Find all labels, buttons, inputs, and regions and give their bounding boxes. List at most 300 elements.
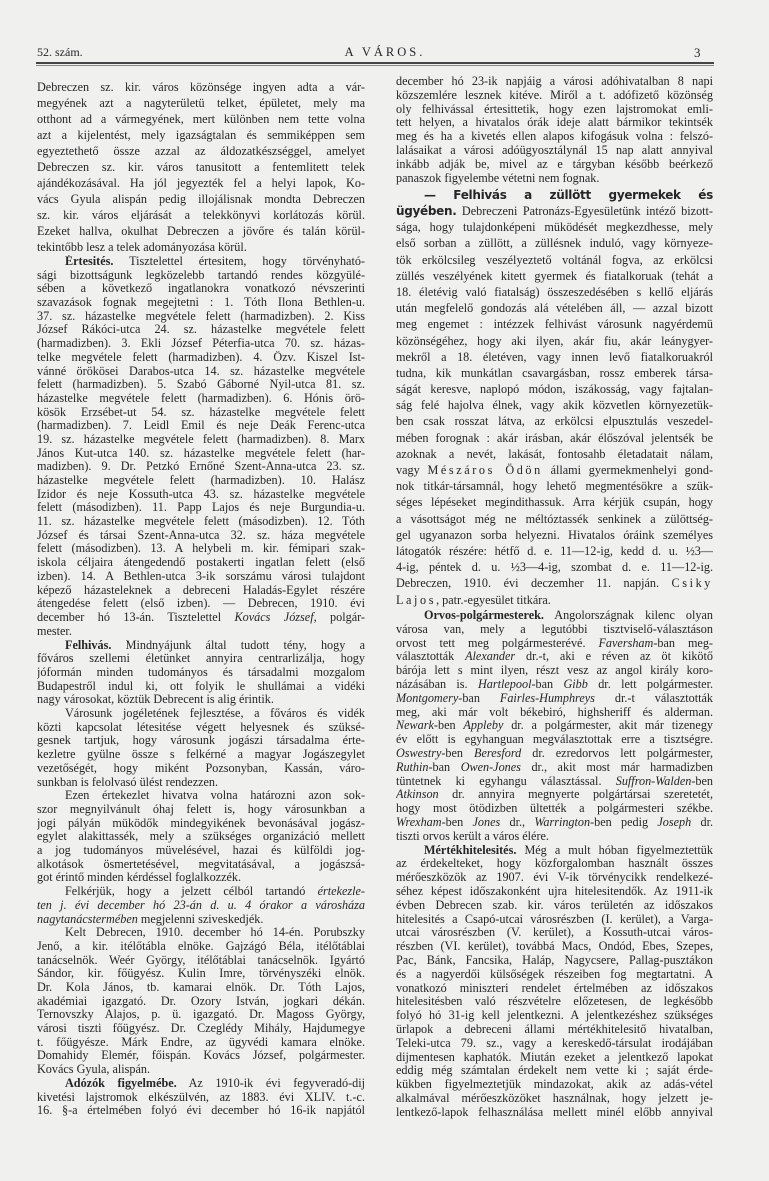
text-run: vezetőségét, hogy miként Pozsonyban, Kassán, váro-: [37, 761, 365, 775]
italic-text: Owen-Jones: [460, 760, 521, 774]
text-run: sében a következő ingatlanokra vonatkozó névszerinti: [37, 282, 365, 296]
text-line: [37, 365, 365, 379]
text-run: tekintőbb lesz a telek adományozása körül.: [37, 240, 247, 254]
italic-text: Jones: [472, 815, 501, 829]
text-line: [396, 219, 713, 235]
text-line: [37, 748, 365, 762]
text-run: -ban: [531, 677, 564, 691]
text-run: 11. sz. házastelke megvétele felett (másodizben). 12. Tóth: [37, 515, 365, 529]
text-line: [396, 678, 713, 692]
text-run: egylet alakittassék, mely a szükséges organizáció mellett: [37, 830, 365, 844]
text-line: [396, 899, 713, 913]
text-line: [37, 433, 365, 447]
article-headline: ügyében.: [396, 204, 457, 218]
text-run: -ban: [428, 760, 461, 774]
text-line: [396, 871, 713, 885]
text-run: -ben: [433, 719, 464, 733]
text-line: [396, 130, 713, 144]
text-line: [37, 967, 365, 981]
text-line: [37, 1077, 365, 1091]
text-line: [37, 310, 365, 324]
italic-text: nagytanácstermében: [37, 912, 138, 926]
text-run: és a nagyerdői külsőségek részeiben fog megtartatni. A: [396, 967, 713, 981]
text-line: [37, 296, 365, 310]
text-line: [396, 1106, 713, 1120]
text-run: hitelesités a Csapó-utcai városrészben (I. kerület), a Varga-: [396, 912, 713, 926]
text-line: [396, 103, 713, 117]
text-run: évben Debrecen szab. kir. város területén az időszakos: [396, 898, 713, 912]
text-run: Kovács Gyula, alispán.: [37, 1063, 151, 1077]
article-paragraph: [396, 188, 713, 203]
text-run: városi tiszti főügyész. Dr. Czeglédy Mihály, Hajdumegye: [37, 1022, 365, 1036]
text-line: [37, 1063, 365, 1077]
italic-text: értekezle-: [317, 885, 365, 899]
text-line: [396, 75, 713, 89]
text-line: [37, 789, 365, 803]
text-run: közönségéhez, hogy aki ilyen, akár fiu, akár leánygyer-: [396, 333, 713, 348]
text-run: utcai városrészben (V. kerület), a Kossuth-utcai város-: [396, 926, 713, 940]
text-run: ság felé hajolva élnek, vagy akik közvetlen környezetük-: [396, 398, 713, 413]
italic-text: Faversham: [598, 636, 654, 650]
italic-text: Oswestry: [396, 746, 442, 760]
text-run: József Rákóci-utca 24. sz. házastelke megvétele felett: [37, 323, 365, 337]
text-line: [396, 788, 713, 802]
text-line: [37, 488, 365, 502]
text-run: tett helyen, a hivatalos órák ideje alatt bármikor tekintsék: [396, 116, 713, 130]
text-line: [37, 1008, 365, 1022]
text-line: [37, 926, 365, 940]
section-heading: Orvos-polgármesterek.: [424, 609, 544, 622]
text-run: kezletre gyülne össze s felkérné a magyar Jogászegylet: [37, 748, 365, 762]
text-run: Angolországnak kilenc olyan: [543, 609, 713, 622]
text-run: ságát keresve, naplopó módon, iszákosság, vagy fajtalan-: [396, 382, 713, 397]
text-run: , patr.-egyesület titkára.: [436, 592, 551, 607]
text-line: [37, 611, 365, 625]
text-run: házastelke megvétele felett (harmadizben). 6. Hónis örö-: [37, 391, 365, 405]
text-line: [37, 239, 365, 255]
italic-text: ten j. évi december hó 23-án d. u. 4 órakor a városháza: [37, 898, 365, 912]
text-run: hitelesitésben való részvételre előzetesen, de legkésőbb: [396, 995, 713, 1009]
text-run: a vásottságot még ne méltóztassék senkinek a zülöttség-: [396, 511, 713, 526]
text-line: [37, 501, 365, 515]
text-line: [396, 172, 713, 186]
text-line: [396, 333, 713, 349]
text-run: felett (másodizben). 13. A helybeli m. kir. fémipari szak-: [37, 542, 365, 556]
article-headline: — Felhivás a züllött gyermekek és: [424, 188, 713, 202]
text-run: got érintő minden kérdéssel foglalkozzék.: [37, 871, 242, 885]
text-run: sága, hogy tulajdonképeni müködését megkezdhesse, mely: [396, 220, 713, 235]
text-run: séges lépéseket megindithassuk. Arra kérjük csupán, hogy: [396, 495, 713, 510]
text-line: [37, 871, 365, 885]
text-run: t. főügyésze. Márk Endre, az ügyvédi kamara elnöke.: [37, 1035, 365, 1049]
text-line: [396, 1092, 713, 1106]
text-run: Debreczen sz. kir. város közönsége ingyen adta a vár-: [37, 80, 365, 94]
text-run: Izidor és neje Kossuth-utca 43. sz. házastelke megvétele: [37, 487, 365, 501]
text-line: [37, 351, 365, 365]
spaced-name: Csiky: [671, 576, 713, 591]
text-run: kükben figyelmeztetjük mindazokat, akik az adás-vétel: [396, 1078, 713, 1092]
text-run: mester.: [37, 624, 72, 638]
text-line: [396, 494, 713, 510]
text-run: mérőeszközök az 1907. évi V-ik törvénycikk rendelkezé-: [396, 871, 713, 885]
text-line: [396, 761, 713, 775]
text-line: [37, 515, 365, 529]
article-paragraph: [396, 75, 713, 185]
text-run: telke megvétele felett (harmadizben). 4. Özv. Kiszel Ist-: [37, 350, 365, 364]
text-run: akadémiai igazgató. Dr. Ozory István, jogkari dékán.: [37, 994, 365, 1008]
text-line: [37, 707, 365, 721]
text-line: [37, 529, 365, 543]
text-line: [37, 1036, 365, 1050]
text-line: [37, 207, 365, 223]
text-run: az érdekelteket, hogy közforgalomban használt összes: [396, 857, 713, 871]
text-line: [396, 995, 713, 1009]
text-run: megjelenni sziveskedjék.: [137, 912, 264, 926]
article-paragraph: [37, 255, 365, 638]
text-run: Városunk jogéletének fejlesztése, a főváros és vidék: [65, 707, 365, 721]
text-run: vács Gyula alispán pedig illojálisnak mondta Debreczen: [37, 192, 365, 206]
text-run: hogy most ötödizben ültették a polgármesteri székbe.: [396, 802, 713, 816]
text-line: [396, 446, 713, 462]
text-line: [37, 255, 365, 269]
text-run: -ben: [441, 815, 473, 829]
italic-text: Kovács József: [234, 610, 314, 624]
text-run: Domahidy Elemér, főispán. Kovács József, polgármester.: [37, 1049, 365, 1063]
text-run: után megfelelő gondozás alá vételében áll, — azzal bizott: [396, 301, 713, 316]
text-run: gel ugyanazon sorba helyezni. Hivatalos óráink személyes: [396, 527, 713, 542]
article-paragraph: [37, 639, 365, 707]
text-line: [396, 830, 713, 844]
italic-text: Fairles-Humphreys: [499, 691, 595, 705]
text-run: tök erkölcsileg veszélyeztető voltánál fogva, az erkölcsi: [396, 252, 713, 267]
text-line: [396, 982, 713, 996]
text-run: nok titkár-társamnál, hogy lehető megmentésökre a szük-: [396, 479, 713, 494]
text-line: [396, 926, 713, 940]
text-line: [396, 650, 713, 664]
text-run: ben csak rosszat látva, az erkölcsi elpusztulás veszedel-: [396, 414, 713, 429]
text-run: Ezen értekezlet hivatva volna határozni azon sok-: [65, 789, 365, 803]
text-line: [396, 913, 713, 927]
text-line: [37, 844, 365, 858]
text-run: dr. annyira megnyerte polgártársai szeretetét,: [438, 788, 713, 802]
text-run: -ban meg-: [653, 636, 713, 650]
text-line: [37, 1022, 365, 1036]
text-run: séhez képest időszakonként ujra hitelesitendők. Az 1911-ik: [396, 884, 713, 898]
text-line: [37, 282, 365, 296]
text-line: [396, 188, 713, 203]
text-run: Jenő, a kir. itélőtábla elnöke. Gajzágó Béla, itélőtáblai: [37, 939, 365, 953]
text-line: [396, 144, 713, 158]
text-line: [37, 666, 365, 680]
text-run: inkább adják be, mivel az e tárgyban később beérkező: [396, 157, 713, 171]
text-line: [396, 637, 713, 651]
italic-text: Wrexham: [396, 815, 442, 829]
text-line: [37, 175, 365, 191]
italic-text: Warrington: [534, 815, 591, 829]
text-run: , polgár-: [313, 610, 365, 624]
text-run: Ternovszky Alajos, p. ü. igazgató. Dr. Magoss György,: [37, 1008, 365, 1022]
text-run: -ben pedig: [590, 815, 658, 829]
text-run: Mindnyájunk által tudott tény, hogy a: [111, 638, 365, 652]
text-run: eddig még számtalan érdekelt nem vette ki ; saját érde-: [396, 1064, 713, 1078]
text-run: sági bizottságunk legközelebb tartandó rendes közgyülé-: [37, 268, 365, 282]
text-line: [37, 885, 365, 899]
text-line: [396, 592, 713, 608]
spaced-name: Lajos: [396, 592, 437, 607]
text-line: [37, 460, 365, 474]
italic-text: Newark: [396, 719, 434, 733]
text-line: [396, 284, 713, 300]
text-line: [37, 776, 365, 790]
header-rule: [36, 62, 714, 64]
text-line: [37, 1091, 365, 1105]
text-run: lentkező-lapok felhasználása mellett minél előbb annyival: [396, 1105, 713, 1119]
italic-text: Joseph: [657, 815, 692, 829]
text-line: [37, 570, 365, 584]
text-line: [396, 1064, 713, 1078]
text-line: [396, 692, 713, 706]
text-line: [37, 269, 365, 283]
text-run: szavazások fognak megejtetni : 1. Tóth Ilona Bethlen-u.: [37, 296, 365, 310]
text-run: dijmentesen kaphatók. Miután ezeket a jelentkező lapokat: [396, 1050, 713, 1064]
text-line: [396, 816, 713, 830]
text-run: (harmadizben). 3. Ekli József Péterfia-utca 70. sz. házas-: [37, 337, 365, 351]
text-line: [37, 639, 365, 653]
text-run: János Kut-utca 140. sz. házastelke megvétele felett (har-: [37, 446, 365, 460]
text-line: [396, 397, 713, 413]
text-line: [37, 597, 365, 611]
text-run: mében forognak : akár irásban, akár élőszóval jelentsék be: [396, 430, 713, 445]
italic-text: Beresford: [474, 746, 522, 760]
text-run: tudna, kik munkátlan csavargásban, rossz emberek társa-: [396, 365, 713, 380]
text-line: [37, 447, 365, 461]
section-heading: Értesités.: [65, 255, 114, 268]
italic-text: Montgomery: [396, 691, 459, 705]
issue-number: 52. szám.: [37, 45, 83, 59]
text-run: madizben). 9. Dr. Petzkó Ernőné Szent-Anna-utca 23. sz.: [37, 460, 365, 474]
text-line: [396, 559, 713, 575]
text-line: [396, 203, 713, 219]
text-run: otthont ad a vármegyének, mert különben nem tette volna: [37, 112, 365, 126]
text-line: [37, 337, 365, 351]
text-run: Még a mult hóban figyelmeztettük: [516, 843, 713, 857]
text-run: Ezeket hallva, okulhat Debreczen a jövőre és talán körül-: [37, 224, 365, 238]
italic-text: Ruthin: [396, 760, 429, 774]
text-run: dr.-t, aki e réven az öt kikötő: [515, 650, 713, 664]
text-line: [396, 802, 713, 816]
text-run: vagy: [396, 463, 428, 477]
text-line: [396, 89, 713, 103]
text-line: [37, 111, 365, 127]
text-line: [396, 268, 713, 284]
text-run: -ben: [691, 774, 713, 788]
text-line: [396, 300, 713, 316]
text-run: megyének azt a nagyterületü telket, épületet, mely ma: [37, 96, 365, 110]
text-line: [37, 762, 365, 776]
text-run: iskola céljaira átengedendő postakerti ingatlan felett (első: [37, 556, 365, 570]
text-run: bárója lett s mint ilyen, részt vesz az angol király koro-: [396, 664, 713, 678]
text-run: züllés veszélyének kitett gyermek és fiatalkoruak (tehát a: [396, 268, 713, 283]
text-run: folyó hó 31-ig kell jelentkezni. A jelentkezéshez szükséges: [396, 1009, 713, 1023]
text-run: Teleki-utca 79. sz., vagy a kereskedő-társulat irodájában: [396, 1036, 713, 1050]
text-run: közti kapcsolat létesitése végett helyesnek és szüksé-: [37, 720, 365, 734]
text-run: meg engemet : intézzek felhivást városunk nagyérdemü: [396, 317, 713, 332]
text-run: átengedése felett (első izben). — Debrecen, 1910. évi: [37, 597, 365, 611]
text-line: [396, 1051, 713, 1065]
text-line: [396, 885, 713, 899]
italic-text: Suffron-Walden: [615, 774, 692, 788]
text-run: sz. kir. város eljárását a telekkönyvi korlátozás körül.: [37, 208, 365, 222]
text-run: orvost tett meg polgármesterévé.: [396, 636, 599, 650]
text-run: felett (másodizben). 11. Papp Lajos és neje Burgundia-u.: [37, 501, 365, 515]
text-run: kösök Erzsébet-ut 54. sz. házastelke megvétele felett: [37, 405, 365, 419]
text-run: (harmadizben). 7. Leidl Emil és neje Deák Ferenc-utca: [37, 419, 365, 433]
article-paragraph: [37, 1077, 365, 1118]
text-line: [396, 365, 713, 381]
text-run: oly felhivással értesittetik, hogy ezen lajstromokat emli-: [396, 102, 713, 116]
text-line: [37, 159, 365, 175]
text-run: házastelke megvétele felett (harmadizben). 10. Halász: [37, 474, 365, 487]
text-run: 37. sz. házastelke megvétele felett (harmadizben). 2. Kiss: [37, 309, 365, 323]
text-line: [37, 652, 365, 666]
section-heading: Adózók figyelmébe.: [65, 1077, 177, 1090]
text-run: látogatók részére: hétfő d. e. 11—12-ig, kedd d. u. ½3—: [396, 543, 713, 558]
text-run: december hó 13-án. Tisztelettel: [37, 610, 235, 624]
text-run: Pac, Bánk, Fancsika, Haláp, Nagycsere, Pallag-pusztákon: [396, 953, 713, 967]
text-line: [396, 381, 713, 397]
article-paragraph: [37, 79, 365, 255]
text-run: Debreczeni Patronázs-Egyesületünk intéző bizott-: [456, 204, 713, 218]
text-run: tanácselnök. Weér György, itélőtáblai tanácselnök. Igyártó: [37, 953, 365, 967]
text-line: [37, 721, 365, 735]
text-run: József és társai Szent-Anna-utca 32. sz. háza megvétele: [37, 528, 365, 542]
text-run: alkalmával mérőeszközöket használnak, hogy jelzett je-: [396, 1091, 713, 1105]
text-run: Budapestről indul ki, ott folyik le shullámai a vidéki: [37, 679, 365, 693]
text-line: [396, 235, 713, 251]
text-run: felett (harmadizben). 5. Szabó Gáborné Nyil-utca 81. sz.: [37, 378, 365, 392]
newspaper-title: A VÁROS.: [344, 45, 426, 59]
text-line: [37, 392, 365, 406]
text-line: [37, 858, 365, 872]
text-run: meg, aki már volt békebiró, highsheriff és alderman.: [396, 705, 713, 719]
text-run: dr.: [691, 815, 713, 829]
section-heading: Mértékhitelesités.: [424, 843, 517, 857]
italic-text: Alexander: [465, 650, 516, 664]
text-line: [37, 191, 365, 207]
page-number: 3: [694, 45, 701, 60]
text-run: lalásaikat a városi adóügyosztálynál 15 nap alatt annyival: [396, 143, 713, 157]
text-line: [396, 775, 713, 789]
text-line: [396, 413, 713, 429]
text-line: [37, 1104, 365, 1118]
text-run: ajándékozásával. Ha jól jegyezték fel a helyi lapok, Ko-: [37, 176, 365, 190]
text-run: meg és ha a kivetés ellen alapos kifogásuk volna : felszó-: [396, 130, 713, 144]
text-run: azoknak a nevét, lakását, fontosahb életadatait nálam,: [396, 446, 713, 461]
text-line: [37, 625, 365, 639]
text-line: [396, 844, 713, 858]
text-run: -ban: [458, 691, 500, 705]
text-run: Dr. Kola János, tb. kamarai elnök. Dr. Tóth Lajos,: [37, 981, 365, 995]
text-run: Debreczen, 1910. évi deczemher 11. napján.: [396, 576, 672, 591]
text-run: első sorban a züllött, a züllésnek induló, vagy környeze-: [396, 236, 713, 251]
text-run: ürlapok a debreceni állami mértékhitelesitő hivatalban,: [396, 1022, 713, 1036]
text-line: [396, 1078, 713, 1092]
text-line: [396, 252, 713, 268]
text-run: vonatkozó miniszteri rendelet értelmében az időszakos: [396, 981, 713, 995]
text-line: [396, 940, 713, 954]
text-run: 18. életévig való fiatalság) összeszedésében s kellő eljárás: [396, 284, 713, 299]
text-line: [37, 143, 365, 159]
italic-text: Atkinson: [396, 788, 439, 802]
text-line: [396, 462, 713, 478]
text-run: év előtt is egyhanguan megválasztottak erre a tisztségre.: [396, 733, 713, 747]
text-run: a jog tudományos müvelésével, hazai és külföldi jog-: [37, 844, 365, 858]
text-run: főváros szellemi életünket annyira centrarlizálja, hogy: [37, 652, 365, 666]
text-run: dr. a polgármester, akit már tizenegy: [503, 719, 713, 733]
text-run: Felkérjük, hogy a jelzett célból tartandó: [65, 885, 318, 899]
article-paragraph: [37, 789, 365, 885]
text-line: [396, 430, 713, 446]
text-run: panaszok figyelembe vétetni nem fognak.: [396, 171, 600, 185]
article-paragraph: [396, 844, 713, 1120]
text-line: [37, 223, 365, 239]
text-line: [396, 478, 713, 494]
article-paragraph: [37, 707, 365, 789]
text-line: [37, 419, 365, 433]
text-run: képező házasteleknek a debreceni Haladás-Egylet részére: [37, 583, 365, 597]
section-heading: Felhivás.: [65, 638, 112, 652]
text-run: sunkban is felolvasó ülést rendezzen.: [37, 775, 219, 789]
text-run: városa van, mely a legutóbbi tisztviselő-választáson: [396, 622, 713, 636]
text-run: közszemlére lesznek kitéve. Miről a t. adófizető közönség: [396, 88, 713, 102]
text-line: [396, 857, 713, 871]
text-run: Az 1910-ik évi fegyveradó-dij: [176, 1077, 365, 1090]
text-run: kivetési lajstromok elkészülvén, az 1883. évi XLIV. t.-c.: [37, 1090, 365, 1104]
text-line: [396, 527, 713, 543]
text-line: [37, 1049, 365, 1063]
text-line: [396, 316, 713, 332]
text-run: állami gyermekmenhelyi gond-: [542, 463, 713, 477]
text-line: [37, 693, 365, 707]
text-line: [37, 899, 365, 913]
text-run: 19. sz. házastelke megvétele felett (harmadizben). 8. Marx: [37, 432, 365, 446]
text-line: [37, 680, 365, 694]
text-line: [396, 1037, 713, 1051]
text-run: egyeztethető össze azzal az áldozatkészséggel, amelyet: [37, 144, 365, 158]
text-line: [37, 817, 365, 831]
text-run: jogi pályán müködők mindegyikének bevonásával jogász-: [37, 816, 365, 830]
text-run: dr., akit most már harmadizben: [520, 760, 713, 774]
text-line: [396, 511, 713, 527]
text-line: [396, 664, 713, 678]
text-line: [37, 995, 365, 1009]
article-paragraph: [37, 885, 365, 926]
article-paragraph: [396, 203, 713, 608]
text-line: [37, 127, 365, 143]
text-run: dr. lett polgármester.: [587, 677, 713, 691]
text-line: [37, 940, 365, 954]
text-run: 16. §-a értelmében folyó évi december hó 16-ik napjától: [37, 1104, 365, 1118]
text-line: [396, 706, 713, 720]
text-line: [396, 733, 713, 747]
text-line: [396, 1009, 713, 1023]
text-line: [396, 116, 713, 130]
text-line: [396, 623, 713, 637]
text-run: tüntetnek ki egyhangu választással.: [396, 774, 616, 788]
text-run: alkotások ösmertetésével, megvitatásával, a jogászsá-: [37, 857, 365, 871]
text-run: tiszti orvos került a város élére.: [396, 829, 549, 843]
text-line: [396, 954, 713, 968]
